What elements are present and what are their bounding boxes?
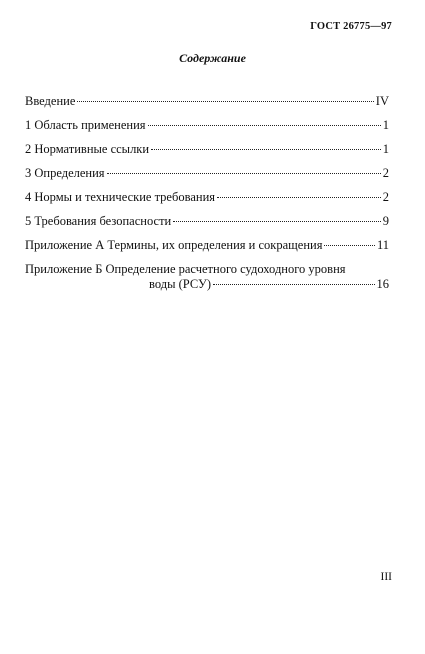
toc-entry-label: 4 Нормы и технические требования (25, 190, 216, 204)
toc-entry-label: Введение (25, 94, 76, 108)
toc-entry-label: 5 Требования безопасности (25, 214, 172, 228)
toc-entry-page: 9 (382, 214, 389, 228)
toc-entry-appendix-a[interactable] (25, 238, 389, 253)
dot-leader (213, 284, 374, 285)
toc-entry-definitions[interactable] (25, 166, 389, 181)
page-number: III (380, 571, 392, 583)
toc-entry-label: 1 Область применения (25, 118, 146, 132)
toc-entry-appendix-b[interactable] (25, 262, 389, 292)
dot-leader (148, 125, 381, 126)
toc-entry-label: 2 Нормативные ссылки (25, 142, 150, 156)
toc-entry-page: 1 (382, 118, 389, 132)
toc-entry-label: Приложение А Термины, их определения и сокращения (25, 238, 323, 252)
toc-entry-page: 16 (376, 277, 389, 291)
toc-entry-introduction[interactable] (25, 94, 389, 109)
toc-entry-page: 1 (382, 142, 389, 156)
dot-leader (217, 197, 381, 198)
standard-number: ГОСТ 26775—97 (310, 21, 392, 32)
toc-entry-page: 2 (382, 190, 389, 204)
toc-entry-page: IV (375, 94, 389, 108)
dot-leader (151, 149, 381, 150)
toc-entry-safety-requirements[interactable] (25, 214, 389, 229)
toc-entry-label-line-2: воды (РСУ) (149, 277, 212, 291)
toc-entry-technical-requirements[interactable] (25, 190, 389, 205)
toc-entry-page: 2 (382, 166, 389, 180)
dot-leader (173, 221, 381, 222)
dot-leader (107, 173, 381, 174)
dot-leader (324, 245, 375, 246)
toc-entry-normative-references[interactable] (25, 142, 389, 157)
dot-leader (77, 101, 373, 102)
toc-entry-page: 11 (376, 238, 389, 252)
toc-entry-scope[interactable] (25, 118, 389, 133)
toc-entry-label-line-1: Приложение Б Определение расчетного судоходного уровня (25, 262, 346, 276)
toc-entry-label: 3 Определения (25, 166, 105, 180)
table-of-contents (25, 94, 389, 292)
table-of-contents-title: Содержание (179, 51, 246, 65)
